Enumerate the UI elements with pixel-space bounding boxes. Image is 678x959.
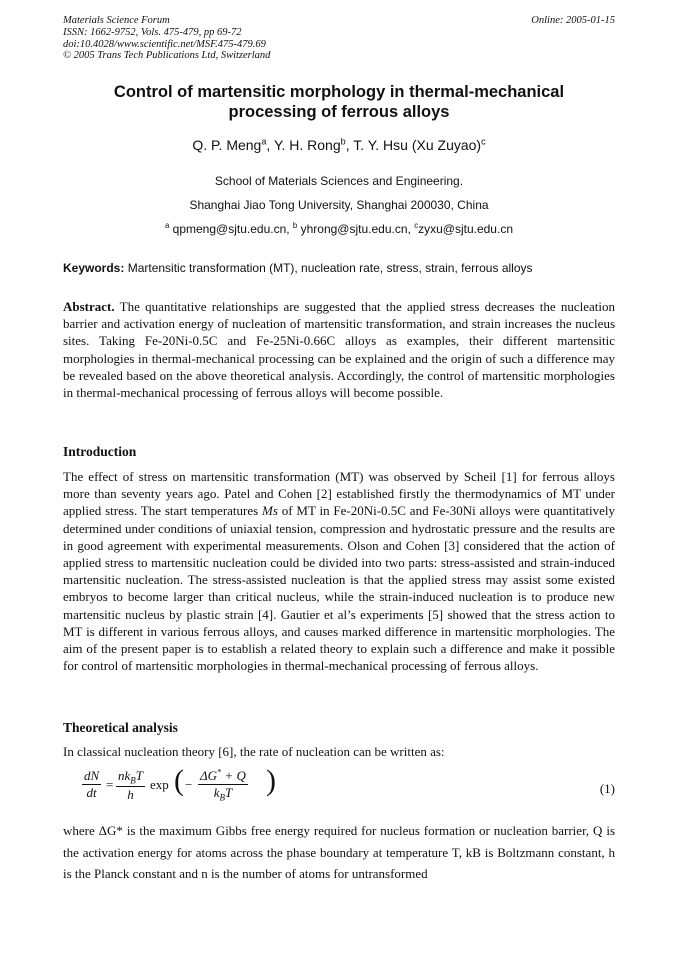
author-meng: Q. P. Meng [192,137,262,153]
introduction-heading: Introduction [63,444,137,459]
theory-intro: In classical nucleation theory [6], the rate of nucleation can be written as: [63,744,445,759]
author-sup: a [261,136,267,147]
email-sup: a [164,221,170,230]
right-paren: ) [266,764,276,797]
abstract [63,298,615,401]
author-rong: , Y. H. Rong [266,137,341,153]
paper-title [63,82,615,122]
author-sup: c [481,136,486,147]
eq-nkbt [116,768,145,786]
author-sup: b [340,136,346,147]
eq-dn: dN [84,768,100,783]
title-line-2: processing of ferrous alloys [228,103,450,121]
dn-dt-fraction [82,768,101,801]
email-meng[interactable]: qpmeng@sjtu.edu.cn, [169,222,293,236]
keywords [63,261,615,275]
email-sup: c [414,221,419,230]
eq-t: T [224,785,233,800]
author-hsu: , T. Y. Hsu (Xu Zuyao) [345,137,482,153]
eq-star: * [217,766,222,777]
journal-header [63,15,615,62]
keywords-label: Keywords: [63,261,125,275]
eq-exp: exp [150,777,169,792]
author-list [63,137,615,153]
eq-sub-b: B [219,792,225,803]
eq-denominator [198,784,248,803]
ms-symbol: Ms [262,503,278,519]
nkt-h-fraction [116,768,145,803]
equation-1 [82,766,615,810]
eq-sub-b: B [130,775,136,786]
abstract-label: Abstract. [63,299,115,314]
eq-plus-q: + Q [221,768,246,783]
keywords-text: Martensitic transformation (MT), nucleation rate, stress, strain, ferrous alloys [124,261,533,275]
copyright: © 2005 Trans Tech Publications Ltd, Switzerland [63,50,271,62]
eq-numerator [198,768,248,784]
theory-after-equation: where ΔG* is the maximum Gibbs free energy required for nucleus formation or nucleation barrier, Q is the activation energy for atoms across the phase boundary at temperature T, kB is Boltzmann constant, h is the Planck constant and n is the number of atoms for untransformed [63,823,615,881]
title-line-1: Control of martensitic morphology in thermal-mechanical [113,83,565,101]
eq-t: T [135,768,144,783]
affiliation-line-2: Shanghai Jiao Tong University, Shanghai 200030, China [189,198,489,212]
email-sup: b [292,221,298,230]
eq-k: k [213,785,220,800]
eq-dt: dt [82,784,101,801]
intro-text-b: of MT in Fe-20Ni-0.5C and Fe-30Ni alloys were quantitatively determined under conditions of uniaxial tension, compression and hydrostatic pressure and the results are in good agreement with experimental measurements. Olson and Cohen [3] considered that the action of applied stress to martensitic nucleation could be divided into two parts: stress-assisted and strain-induced martensitic nucleation. The stress-assisted nucleation is that the applied stress may assist some existed embryos to become larger than critical nucleus, while the strain-induced nucleation is to produce new martensitic nucleus by plastic strain [4]. Gautier et al’s experiments [5] showed that the stress action to MT is different in various ferrous alloys, and causes marked difference in martensitic morphologies. The aim of the present paper is to establish a related theory to explain such a difference and make it possible for control of martensitic morphologies in thermal-mechanical processing of ferrous alloys. [63,503,615,674]
theory-heading: Theoretical analysis [63,720,178,735]
equation-number: (1) [599,781,615,796]
issn: ISSN: 1662-9752, Vols. 475-479, pp 69-72 [63,26,242,38]
left-paren: ( [174,764,184,797]
exponent-fraction [198,768,248,803]
eq-minus: − [185,777,193,792]
abstract-text: The quantitative relationships are suggested that the applied stress decreases the nucleation barrier and activation energy of nucleation of martensitic transformation, and strain increases the nucleus sites. Taking Fe-20Ni-0.5C and Fe-25Ni-0.66C alloys as examples, their different martensitic morphologies in thermal-mechanical processing can be explained and the origin of such a difference may be revealed based on the above theoretical analysis. Accordingly, the control of martensitic morphologies in thermal-mechanical processing of ferrous alloys will become possible. [63,299,615,401]
online-date: Online: 2005-01-15 [531,15,615,26]
journal-name: Materials Science Forum [63,15,170,26]
email-rong[interactable]: yhrong@sjtu.edu.cn, [297,222,415,236]
email-xu[interactable]: zyxu@sjtu.edu.cn [418,222,513,236]
eq-nk: nk [118,768,131,783]
affiliation-line-1: School of Materials Sciences and Engineering. [214,174,464,188]
eq-equals: = [106,777,114,792]
eq-delta-g: ΔG [200,768,218,783]
author-emails [63,222,615,236]
doi: doi:10.4028/www.scientific.net/MSF.475-479.69 [63,38,266,50]
eq-h: h [116,786,145,803]
intro-text-a: The effect of stress on martensitic transformation (MT) was observed by Scheil [1] for ferrous alloys more than seventy years ago. Patel and Cohen [2] established firstly the thermodynamics of MT under applied stress. The start temperatures [63,469,615,519]
introduction-text [63,468,615,674]
